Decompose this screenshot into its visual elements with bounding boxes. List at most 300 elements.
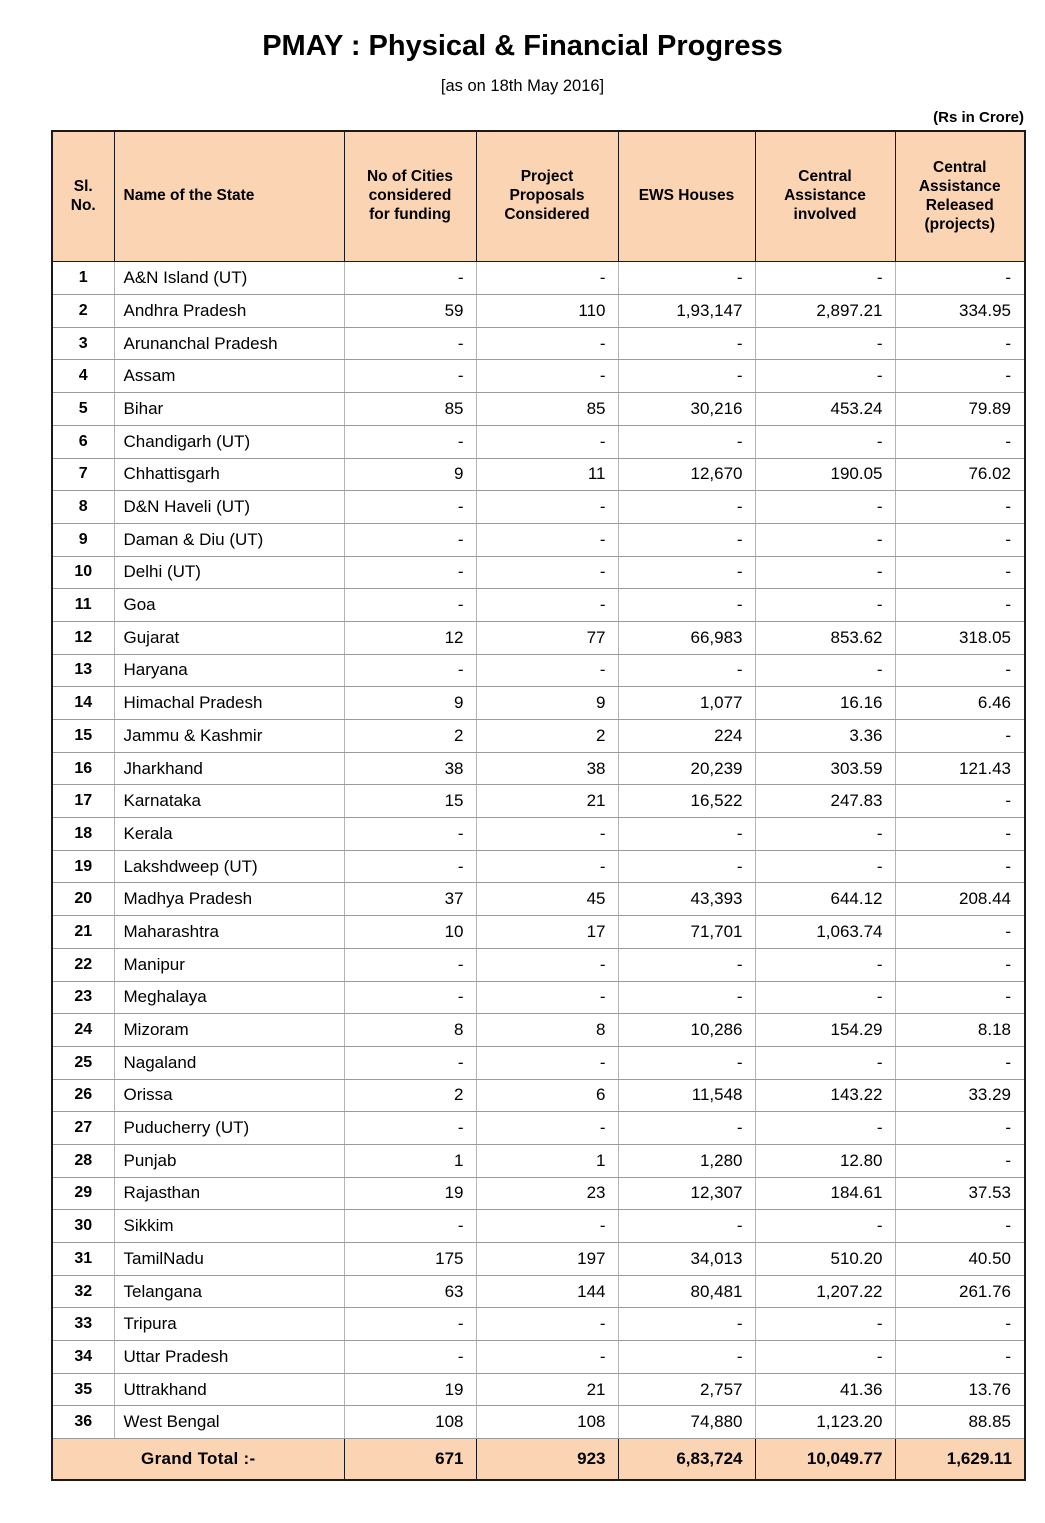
units-note: (Rs in Crore) (933, 108, 1024, 126)
table-row (52, 785, 1025, 818)
table-cell-ews-houses: - (618, 1046, 755, 1079)
table-cell-sl-no: 20 (52, 883, 114, 916)
table-cell-assistance-released: - (895, 327, 1025, 360)
table-footer (52, 1439, 1025, 1480)
table-cell-proposals: 2 (476, 720, 618, 753)
column-header-assistance-involved (755, 131, 895, 262)
table-cell-proposals: 11 (476, 458, 618, 491)
header-line: Central (933, 158, 987, 176)
table-cell-assistance-involved: 16.16 (755, 687, 895, 720)
table-cell-cities: - (344, 327, 476, 360)
table-cell-cities: - (344, 589, 476, 622)
table-cell-cities: 10 (344, 916, 476, 949)
table-cell-cities: - (344, 1112, 476, 1145)
table-cell-ews-houses: 2,757 (618, 1373, 755, 1406)
table-cell-proposals: 6 (476, 1079, 618, 1112)
table-cell-proposals: 21 (476, 785, 618, 818)
table-cell-cities: 38 (344, 752, 476, 785)
table-cell-state-name: Maharashtra (114, 916, 344, 949)
table-row (52, 818, 1025, 851)
table-cell-assistance-involved: - (755, 523, 895, 556)
table-row (52, 654, 1025, 687)
table-cell-assistance-released: - (895, 1046, 1025, 1079)
table-cell-assistance-released: 334.95 (895, 295, 1025, 328)
table-row (52, 1210, 1025, 1243)
table-row (52, 1373, 1025, 1406)
table-cell-proposals: - (476, 1112, 618, 1145)
table-cell-state-name: Assam (114, 360, 344, 393)
table-cell-cities: 9 (344, 458, 476, 491)
table-cell-proposals: - (476, 360, 618, 393)
table-cell-proposals: - (476, 850, 618, 883)
table-cell-ews-houses: 1,280 (618, 1144, 755, 1177)
table-cell-assistance-involved: 1,207.22 (755, 1275, 895, 1308)
as-on-date: [as on 18th May 2016] (440, 76, 605, 95)
table-cell-assistance-involved: 1,063.74 (755, 916, 895, 949)
table-row (52, 458, 1025, 491)
table-row (52, 1308, 1025, 1341)
table-cell-sl-no: 30 (52, 1210, 114, 1243)
grand-total-released: 1,629.11 (895, 1439, 1025, 1480)
table-cell-proposals: - (476, 589, 618, 622)
table-cell-assistance-released: - (895, 556, 1025, 589)
table-row (52, 327, 1025, 360)
table-cell-assistance-involved: 184.61 (755, 1177, 895, 1210)
table-cell-proposals: - (476, 425, 618, 458)
table-row (52, 1112, 1025, 1145)
table-cell-state-name: Lakshdweep (UT) (114, 850, 344, 883)
table-cell-proposals: - (476, 1210, 618, 1243)
table-cell-sl-no: 35 (52, 1373, 114, 1406)
table-cell-assistance-involved: - (755, 1341, 895, 1374)
table-cell-assistance-involved: - (755, 491, 895, 524)
table-cell-assistance-involved: - (755, 818, 895, 851)
table-cell-assistance-involved: 143.22 (755, 1079, 895, 1112)
table-cell-state-name: Chandigarh (UT) (114, 425, 344, 458)
table-cell-proposals: - (476, 491, 618, 524)
table-row (52, 687, 1025, 720)
table-row (52, 850, 1025, 883)
table-cell-ews-houses: - (618, 818, 755, 851)
header-line: Project (520, 168, 574, 186)
table-row (52, 981, 1025, 1014)
table-cell-assistance-involved: - (755, 327, 895, 360)
table-cell-state-name: Delhi (UT) (114, 556, 344, 589)
table-cell-ews-houses: - (618, 1308, 755, 1341)
table-row (52, 491, 1025, 524)
table-cell-sl-no: 18 (52, 818, 114, 851)
table-row (52, 393, 1025, 426)
table-cell-assistance-involved: - (755, 1046, 895, 1079)
table-cell-sl-no: 5 (52, 393, 114, 426)
table-cell-sl-no: 29 (52, 1177, 114, 1210)
table-cell-state-name: Mizoram (114, 1014, 344, 1047)
table-cell-assistance-released: - (895, 262, 1025, 295)
table-cell-state-name: Uttar Pradesh (114, 1341, 344, 1374)
table-cell-cities: 12 (344, 621, 476, 654)
table-cell-cities: 2 (344, 1079, 476, 1112)
table-cell-proposals: - (476, 262, 618, 295)
table-cell-assistance-involved: - (755, 360, 895, 393)
table-cell-cities: 63 (344, 1275, 476, 1308)
table-cell-sl-no: 32 (52, 1275, 114, 1308)
header-line: Considered (504, 206, 590, 224)
table-cell-assistance-released: - (895, 523, 1025, 556)
table-cell-ews-houses: - (618, 589, 755, 622)
table-cell-assistance-involved: 190.05 (755, 458, 895, 491)
table-cell-assistance-involved: 2,897.21 (755, 295, 895, 328)
table-cell-assistance-released: - (895, 589, 1025, 622)
table-cell-assistance-released: - (895, 850, 1025, 883)
table-row (52, 948, 1025, 981)
table-cell-ews-houses: - (618, 327, 755, 360)
table-cell-assistance-involved: - (755, 262, 895, 295)
table-cell-proposals: - (476, 1341, 618, 1374)
table-cell-sl-no: 21 (52, 916, 114, 949)
table-cell-ews-houses: 34,013 (618, 1243, 755, 1276)
table-cell-proposals: 108 (476, 1406, 618, 1439)
table-cell-sl-no: 2 (52, 295, 114, 328)
table-cell-state-name: Nagaland (114, 1046, 344, 1079)
table-cell-ews-houses: 224 (618, 720, 755, 753)
column-header-assistance-released (895, 131, 1025, 262)
table-cell-ews-houses: 80,481 (618, 1275, 755, 1308)
header-line: No of Cities (366, 168, 454, 186)
table-cell-ews-houses: 30,216 (618, 393, 755, 426)
table-cell-proposals: 23 (476, 1177, 618, 1210)
table-cell-proposals: 144 (476, 1275, 618, 1308)
table-cell-cities: - (344, 556, 476, 589)
table-cell-state-name: West Bengal (114, 1406, 344, 1439)
table-cell-ews-houses: 20,239 (618, 752, 755, 785)
table-cell-state-name: Goa (114, 589, 344, 622)
table-cell-assistance-released: 8.18 (895, 1014, 1025, 1047)
table-cell-cities: - (344, 491, 476, 524)
table-cell-assistance-released: 40.50 (895, 1243, 1025, 1276)
table-cell-assistance-released: - (895, 1144, 1025, 1177)
table-row (52, 1406, 1025, 1439)
table-cell-sl-no: 31 (52, 1243, 114, 1276)
table-cell-assistance-involved: 154.29 (755, 1014, 895, 1047)
table-row (52, 1341, 1025, 1374)
table-cell-assistance-involved: 12.80 (755, 1144, 895, 1177)
table-cell-assistance-released: - (895, 785, 1025, 818)
table-cell-cities: 59 (344, 295, 476, 328)
table-cell-assistance-involved: - (755, 1308, 895, 1341)
table-cell-state-name: Rajasthan (114, 1177, 344, 1210)
table-row (52, 1275, 1025, 1308)
table-cell-state-name: Karnataka (114, 785, 344, 818)
table-cell-assistance-involved: 644.12 (755, 883, 895, 916)
table-cell-cities: - (344, 654, 476, 687)
table-cell-state-name: TamilNadu (114, 1243, 344, 1276)
table-cell-proposals: 9 (476, 687, 618, 720)
table-cell-assistance-released: 6.46 (895, 687, 1025, 720)
table-cell-assistance-involved: - (755, 589, 895, 622)
table-cell-proposals: 21 (476, 1373, 618, 1406)
table-cell-ews-houses: 66,983 (618, 621, 755, 654)
table-cell-assistance-involved: - (755, 654, 895, 687)
table-cell-state-name: Kerala (114, 818, 344, 851)
grand-total-label: Grand Total :- (52, 1439, 344, 1480)
table-row (52, 883, 1025, 916)
table-cell-cities: - (344, 1210, 476, 1243)
table-cell-assistance-released: 261.76 (895, 1275, 1025, 1308)
table-cell-proposals: 45 (476, 883, 618, 916)
table-cell-sl-no: 17 (52, 785, 114, 818)
table-cell-proposals: 77 (476, 621, 618, 654)
table-container (0, 126, 1045, 1481)
table-cell-assistance-involved: 853.62 (755, 621, 895, 654)
table-row (52, 720, 1025, 753)
table-cell-state-name: Orissa (114, 1079, 344, 1112)
table-cell-cities: - (344, 262, 476, 295)
table-cell-assistance-involved: 1,123.20 (755, 1406, 895, 1439)
table-cell-ews-houses: 12,670 (618, 458, 755, 491)
table-row (52, 916, 1025, 949)
header-line: Released (925, 196, 994, 214)
table-cell-sl-no: 6 (52, 425, 114, 458)
table-cell-assistance-released: - (895, 916, 1025, 949)
table-row (52, 1014, 1025, 1047)
table-cell-state-name: Himachal Pradesh (114, 687, 344, 720)
table-cell-state-name: Punjab (114, 1144, 344, 1177)
table-cell-cities: 85 (344, 393, 476, 426)
table-cell-cities: - (344, 948, 476, 981)
table-cell-state-name: Manipur (114, 948, 344, 981)
table-cell-ews-houses: 16,522 (618, 785, 755, 818)
column-header-cities (344, 131, 476, 262)
table-cell-assistance-involved: - (755, 556, 895, 589)
table-cell-proposals: 17 (476, 916, 618, 949)
table-cell-proposals: 110 (476, 295, 618, 328)
table-cell-proposals: 1 (476, 1144, 618, 1177)
table-cell-ews-houses: - (618, 981, 755, 1014)
table-row (52, 589, 1025, 622)
page-title: PMAY : Physical & Financial Progress (262, 30, 783, 62)
table-cell-cities: 8 (344, 1014, 476, 1047)
table-cell-ews-houses: - (618, 654, 755, 687)
column-header-proposals (476, 131, 618, 262)
table-cell-proposals: 38 (476, 752, 618, 785)
table-cell-sl-no: 3 (52, 327, 114, 360)
table-cell-state-name: Puducherry (UT) (114, 1112, 344, 1145)
table-cell-state-name: Gujarat (114, 621, 344, 654)
table-cell-assistance-released: - (895, 425, 1025, 458)
table-cell-ews-houses: 1,077 (618, 687, 755, 720)
table-cell-assistance-released: - (895, 1210, 1025, 1243)
table-cell-proposals: - (476, 1046, 618, 1079)
header-line: Sl. (73, 177, 93, 195)
table-cell-cities: 2 (344, 720, 476, 753)
table-cell-assistance-released: 33.29 (895, 1079, 1025, 1112)
table-cell-sl-no: 14 (52, 687, 114, 720)
table-cell-sl-no: 27 (52, 1112, 114, 1145)
table-cell-assistance-involved: - (755, 948, 895, 981)
table-cell-sl-no: 15 (52, 720, 114, 753)
table-cell-assistance-released: 13.76 (895, 1373, 1025, 1406)
table-cell-cities: - (344, 523, 476, 556)
header-line: (projects) (924, 215, 996, 233)
table-row (52, 1046, 1025, 1079)
table-cell-state-name: Chhattisgarh (114, 458, 344, 491)
table-cell-sl-no: 10 (52, 556, 114, 589)
table-cell-cities: 37 (344, 883, 476, 916)
table-row (52, 621, 1025, 654)
table-cell-proposals: - (476, 818, 618, 851)
table-cell-state-name: Jammu & Kashmir (114, 720, 344, 753)
table-cell-assistance-released: - (895, 948, 1025, 981)
table-cell-sl-no: 36 (52, 1406, 114, 1439)
table-row (52, 523, 1025, 556)
table-cell-ews-houses: - (618, 556, 755, 589)
table-cell-cities: 175 (344, 1243, 476, 1276)
table-cell-sl-no: 1 (52, 262, 114, 295)
header-line: involved (793, 206, 857, 224)
table-cell-assistance-released: - (895, 491, 1025, 524)
table-cell-proposals: - (476, 1308, 618, 1341)
table-cell-state-name: D&N Haveli (UT) (114, 491, 344, 524)
table-cell-sl-no: 26 (52, 1079, 114, 1112)
table-cell-state-name: Bihar (114, 393, 344, 426)
table-cell-assistance-involved: - (755, 1210, 895, 1243)
table-cell-state-name: Daman & Diu (UT) (114, 523, 344, 556)
table-cell-assistance-released: - (895, 981, 1025, 1014)
grand-total-proposals: 923 (476, 1439, 618, 1480)
header-line: Central (798, 168, 852, 186)
table-cell-assistance-involved: 303.59 (755, 752, 895, 785)
table-cell-state-name: Arunanchal Pradesh (114, 327, 344, 360)
table-cell-assistance-involved: - (755, 1112, 895, 1145)
table-header (52, 131, 1025, 262)
table-cell-assistance-released: 208.44 (895, 883, 1025, 916)
table-cell-proposals: 85 (476, 393, 618, 426)
table-cell-state-name: A&N Island (UT) (114, 262, 344, 295)
table-cell-state-name: Uttrakhand (114, 1373, 344, 1406)
table-row (52, 752, 1025, 785)
header-line: Assistance (918, 177, 1001, 195)
table-row (52, 1243, 1025, 1276)
table-cell-cities: 15 (344, 785, 476, 818)
table-cell-sl-no: 34 (52, 1341, 114, 1374)
table-cell-sl-no: 11 (52, 589, 114, 622)
table-cell-cities: - (344, 818, 476, 851)
table-cell-state-name: Telangana (114, 1275, 344, 1308)
table-cell-sl-no: 25 (52, 1046, 114, 1079)
header-line: No. (70, 196, 96, 214)
header-line: Name of the State (123, 187, 255, 205)
table-cell-state-name: Haryana (114, 654, 344, 687)
table-cell-cities: - (344, 1341, 476, 1374)
table-cell-cities: - (344, 425, 476, 458)
table-cell-ews-houses: - (618, 491, 755, 524)
table-cell-state-name: Jharkhand (114, 752, 344, 785)
table-cell-proposals: - (476, 981, 618, 1014)
table-row (52, 425, 1025, 458)
column-header-state-name (114, 131, 344, 262)
table-cell-assistance-involved: - (755, 850, 895, 883)
table-row (52, 262, 1025, 295)
table-cell-sl-no: 19 (52, 850, 114, 883)
table-cell-assistance-involved: 41.36 (755, 1373, 895, 1406)
table-cell-assistance-released: 88.85 (895, 1406, 1025, 1439)
table-cell-assistance-involved: 510.20 (755, 1243, 895, 1276)
table-cell-assistance-released: 79.89 (895, 393, 1025, 426)
table-cell-state-name: Tripura (114, 1308, 344, 1341)
table-cell-ews-houses: 10,286 (618, 1014, 755, 1047)
header-line: EWS Houses (638, 187, 735, 205)
table-cell-sl-no: 7 (52, 458, 114, 491)
table-cell-cities: - (344, 360, 476, 393)
table-cell-cities: 1 (344, 1144, 476, 1177)
pmay-progress-table (51, 130, 1026, 1481)
table-cell-assistance-released: - (895, 1308, 1025, 1341)
table-cell-cities: 108 (344, 1406, 476, 1439)
table-cell-sl-no: 12 (52, 621, 114, 654)
table-cell-assistance-released: - (895, 1112, 1025, 1145)
table-cell-assistance-released: - (895, 360, 1025, 393)
table-cell-sl-no: 28 (52, 1144, 114, 1177)
table-row (52, 1079, 1025, 1112)
table-cell-assistance-released: - (895, 720, 1025, 753)
table-cell-cities: 19 (344, 1373, 476, 1406)
table-row (52, 1177, 1025, 1210)
table-cell-ews-houses: 74,880 (618, 1406, 755, 1439)
table-cell-ews-houses: - (618, 1112, 755, 1145)
table-row (52, 1144, 1025, 1177)
table-cell-ews-houses: - (618, 523, 755, 556)
header-line: for funding (369, 206, 451, 224)
table-cell-cities: - (344, 1046, 476, 1079)
table-cell-ews-houses: - (618, 1341, 755, 1374)
table-cell-ews-houses: - (618, 1210, 755, 1243)
table-cell-proposals: 197 (476, 1243, 618, 1276)
table-cell-sl-no: 13 (52, 654, 114, 687)
table-cell-sl-no: 4 (52, 360, 114, 393)
table-cell-ews-houses: 71,701 (618, 916, 755, 949)
table-cell-proposals: - (476, 523, 618, 556)
header-row (52, 131, 1025, 262)
table-cell-proposals: 8 (476, 1014, 618, 1047)
table-cell-ews-houses: - (618, 360, 755, 393)
table-body (52, 262, 1025, 1439)
table-cell-assistance-released: - (895, 654, 1025, 687)
table-cell-proposals: - (476, 556, 618, 589)
table-cell-proposals: - (476, 327, 618, 360)
grand-total-ews: 6,83,724 (618, 1439, 755, 1480)
table-row (52, 360, 1025, 393)
table-cell-state-name: Meghalaya (114, 981, 344, 1014)
table-cell-assistance-involved: 3.36 (755, 720, 895, 753)
table-cell-ews-houses: 12,307 (618, 1177, 755, 1210)
table-cell-proposals: - (476, 654, 618, 687)
table-cell-cities: - (344, 981, 476, 1014)
table-cell-assistance-released: 37.53 (895, 1177, 1025, 1210)
column-header-sl-no (52, 131, 114, 262)
table-cell-assistance-released: 76.02 (895, 458, 1025, 491)
table-cell-cities: 9 (344, 687, 476, 720)
table-cell-state-name: Sikkim (114, 1210, 344, 1243)
table-cell-ews-houses: 11,548 (618, 1079, 755, 1112)
table-cell-ews-houses: 43,393 (618, 883, 755, 916)
table-cell-assistance-released: 318.05 (895, 621, 1025, 654)
table-cell-ews-houses: - (618, 948, 755, 981)
table-cell-cities: 19 (344, 1177, 476, 1210)
table-row (52, 295, 1025, 328)
table-cell-sl-no: 8 (52, 491, 114, 524)
grand-total-row (52, 1439, 1025, 1480)
table-cell-assistance-involved: - (755, 425, 895, 458)
